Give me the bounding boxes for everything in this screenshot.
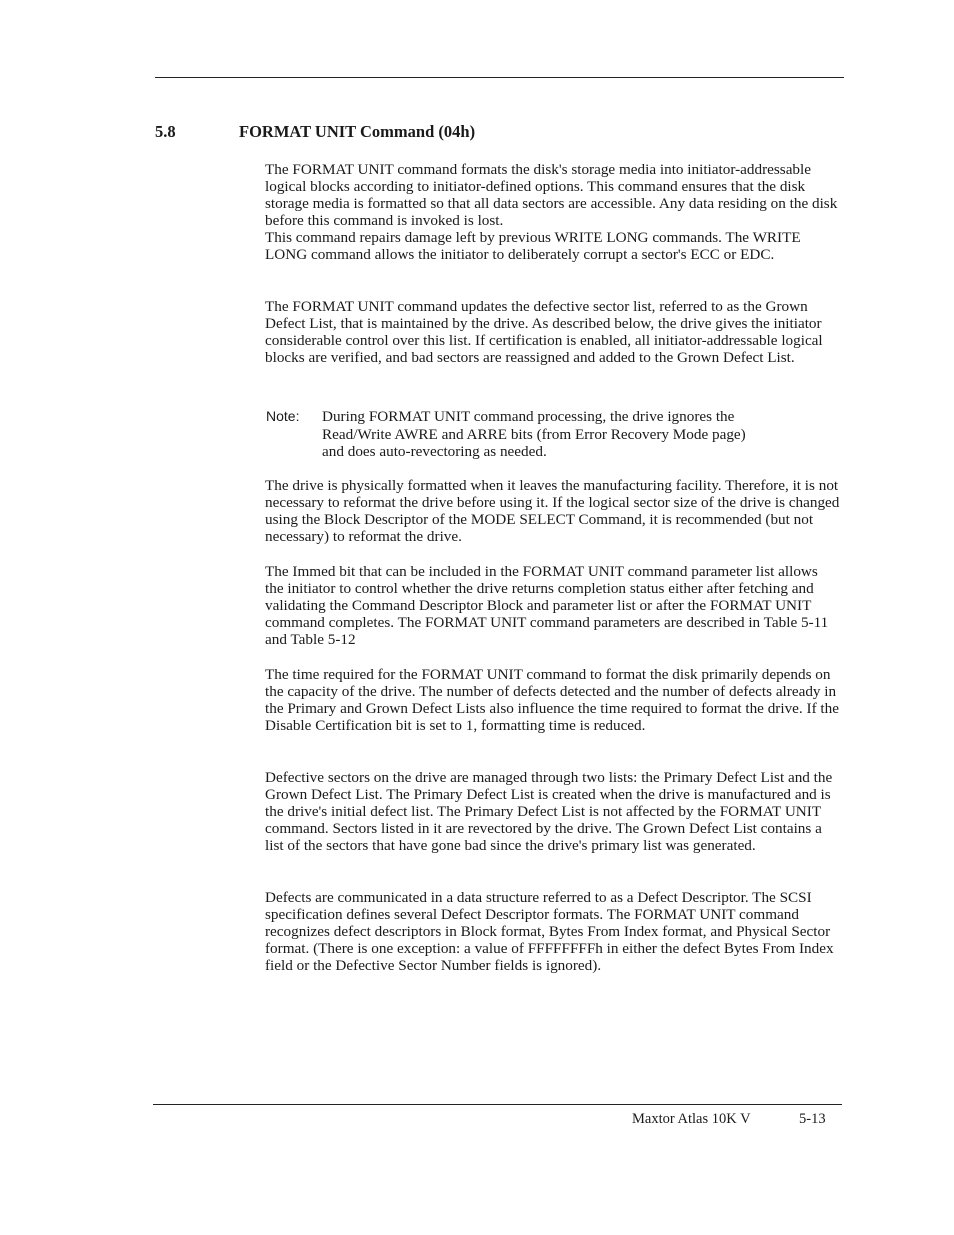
paragraph-defect-lists xyxy=(265,769,840,854)
paragraph-text: The FORMAT UNIT command formats the disk's storage media into initiator-addressable logical blocks according to initiator-defined options. This command ensures that the disk storage media is formatted so that all data sectors are accessible. Any data residing on the disk before this command is invoked is lost. xyxy=(265,161,838,229)
footer-product-title: Maxtor Atlas 10K V xyxy=(632,1111,751,1127)
section-number: 5.8 xyxy=(155,122,176,141)
paragraph-immed-bit xyxy=(265,563,840,648)
paragraph-text: This command repairs damage left by previous WRITE LONG commands. The WRITE LONG command allows the initiator to deliberately corrupt a sector's ECC or EDC. xyxy=(265,229,801,263)
note-label: Note: xyxy=(266,408,300,424)
note-text: During FORMAT UNIT command processing, the drive ignores the Read/Write AWRE and ARRE bits (from Error Recovery Mode page) and does auto-revectoring as needed. xyxy=(322,408,746,460)
paragraph-format-time xyxy=(265,666,840,734)
paragraph-text: Defective sectors on the drive are managed through two lists: the Primary Defect List and the Grown Defect List. The Primary Defect List is created when the drive is manufactured and is the drive's initial defect list. The Primary Defect List is not affected by the FORMAT UNIT command. Sectors listed in it are revectored by the drive. The Grown Defect List contains a list of the sectors that have gone bad since the drive's primary list was generated. xyxy=(265,769,833,854)
paragraph-defect-descriptors xyxy=(265,889,840,974)
paragraph-text: The Immed bit that can be included in the FORMAT UNIT command parameter list allows the initiator to control whether the drive returns completion status either after fetching and validating the Command Descriptor Block and parameter list or after the FORMAT UNIT command completes. The FORMAT UNIT command parameters are described in Table 5-11 and Table 5-12 xyxy=(265,563,829,648)
paragraph-defect-list xyxy=(265,298,840,366)
paragraph-intro xyxy=(265,161,840,263)
paragraph-text: Defects are communicated in a data structure referred to as a Defect Descriptor. The SCSI specification defines several Defect Descriptor formats. The FORMAT UNIT command recognizes defect descriptors in Block format, Bytes From Index format, and Physical Sector format. (There is one exception: a value of FFFFFFFFh in either the defect Bytes From Index field or the Defective Sector Number fields is ignored). xyxy=(265,889,834,974)
footer-rule xyxy=(153,1104,842,1105)
section-title: FORMAT UNIT Command (04h) xyxy=(239,122,476,141)
paragraph-text: The FORMAT UNIT command updates the defective sector list, referred to as the Grown Defect List, that is maintained by the drive. As described below, the drive gives the initiator considerable control over this list. If certification is enabled, all initiator-addressable logical blocks are verified, and bad sectors are reassigned and added to the Grown Defect List. xyxy=(265,298,823,366)
footer-page-number: 5-13 xyxy=(799,1111,826,1127)
paragraph-physical-format xyxy=(265,477,840,545)
paragraph-text: The time required for the FORMAT UNIT command to format the disk primarily depends on the capacity of the drive. The number of defects detected and the number of defects already in the Primary and Grown Defect Lists also influence the time required to format the drive. If the Disable Certification bit is set to 1, formatting time is reduced. xyxy=(265,666,839,734)
paragraph-text: The drive is physically formatted when it leaves the manufacturing facility. Therefore, it is not necessary to reformat the drive before using it. If the logical sector size of the drive is changed using the Block Descriptor of the MODE SELECT Command, it is recommended (but not necessary) to reformat the drive. xyxy=(265,477,840,545)
header-rule xyxy=(155,77,844,78)
